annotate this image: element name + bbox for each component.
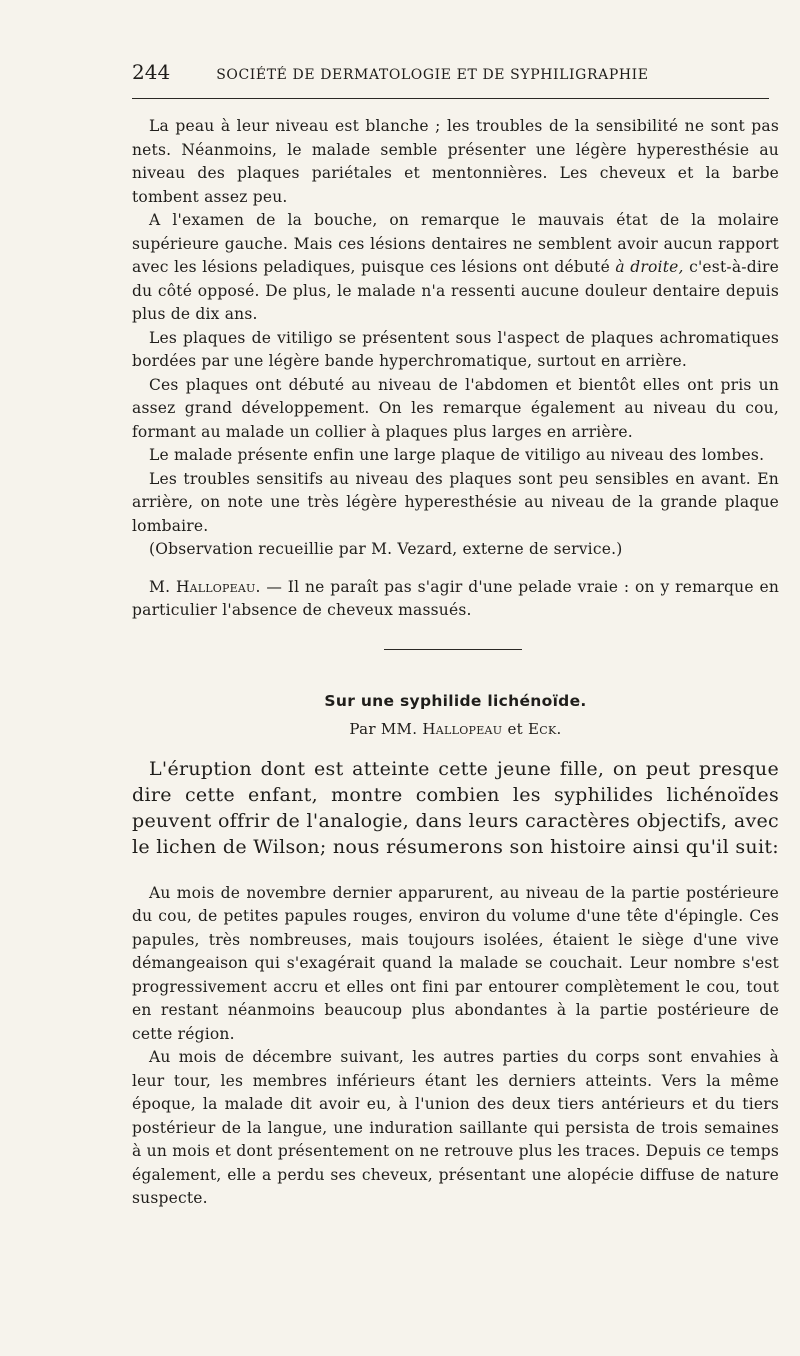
paragraph: La peau à leur niveau est blanche ; les troubles de la sensibilité ne sont pas nets. Néanmoins, le malade semble présenter une légère hyperesthésie au niveau des plaques pariétales et mentonnières. Les cheveux et la barbe tombent assez peu. bbox=[132, 117, 779, 206]
remark-text: — Il ne paraît pas s'agir d'une pelade vraie : on y remarque en particulier l'absence de cheveux massués. bbox=[132, 577, 780, 619]
remark-prefix: M. bbox=[149, 577, 171, 596]
authors-prefix: Par MM. bbox=[349, 719, 418, 738]
article-authors bbox=[132, 720, 779, 738]
paragraph-text: c'est-à-dire du côté opposé. De plus, le malade n'a ressenti aucune douleur dentaire depuis plus de dix ans. bbox=[132, 258, 779, 323]
section-divider bbox=[384, 649, 522, 650]
paragraph bbox=[132, 209, 779, 327]
paragraph: Le malade présente enfin une large plaque de vitiligo au niveau des lombes. bbox=[149, 446, 765, 464]
paragraph: Au mois de novembre dernier apparurent, au niveau de la partie postérieure du cou, de petites papules rouges, environ du volume d'une tête d'épingle. Ces papules, très nombreuses, mais toujours isolées, étaient le siège d'une vive démangeaison qui s'exagérait quand la malade se couchait. Leur nombre s'est progressivement accru et elles ont fini par entourer complètement le cou, tout en restant néanmoins beaucoup plus abondantes à la partie postérieure de cette région. bbox=[132, 883, 779, 1043]
observation-text bbox=[132, 115, 779, 562]
page-number: 244 bbox=[132, 60, 171, 84]
paragraph: (Observation recueillie par M. Vezard, externe de service.) bbox=[149, 540, 623, 558]
case-text bbox=[132, 882, 779, 1211]
document-page bbox=[132, 60, 779, 1211]
paragraph: Au mois de décembre suivant, les autres parties du corps sont envahies à leur tour, les membres inférieurs étant les derniers atteints. Vers la même époque, la malade dit avoir eu, à l'union des deux tiers antérieurs et du tiers postérieur de la langue, une induration saillante qui persista de trois semaines à un mois et dont présentement on ne retrouve plus les traces. Depuis ce temps également, elle a perdu ses cheveux, présentant une alopécie diffuse de nature suspecte. bbox=[132, 1048, 779, 1207]
author-name: Hallopeau bbox=[422, 719, 503, 738]
running-title: SOCIÉTÉ DE DERMATOLOGIE ET DE SYPHILIGRAPHIE bbox=[216, 67, 649, 83]
paragraph: Ces plaques ont débuté au niveau de l'abdomen et bientôt elles ont pris un assez grand développement. On les remarque également au niveau du cou, formant au malade un collier à plaques plus larges en arrière. bbox=[132, 375, 779, 441]
page-header bbox=[132, 60, 769, 99]
paragraph-text: A l'examen de la bouche, on remarque le mauvais état de la molaire supérieure gauche. Mais ces lésions dentaires ne semblent avoir aucun rapport avec les lésions peladiques, puisque ces lésions ont débuté bbox=[132, 211, 779, 276]
article-lead: L'éruption dont est atteinte cette jeune fille, on peut presque dire cette enfant, montre combien les syphilides lichénoïdes peuvent offrir de l'analogie, dans leurs caractères objectifs, avec le lichen de Wilson; nous résumerons son histoire ainsi qu'il suit: bbox=[132, 757, 779, 858]
remark-speaker: Hallopeau. bbox=[175, 577, 261, 596]
author-name: Eck. bbox=[528, 719, 562, 738]
authors-join: et bbox=[507, 719, 523, 738]
paragraph: Les plaques de vitiligo se présentent sous l'aspect de plaques achromatiques bordées par une légère bande hyperchromatique, surtout en arrière. bbox=[132, 328, 779, 370]
italic-phrase: à droite, bbox=[615, 258, 684, 276]
article-title: Sur une syphilide lichénoïde. bbox=[324, 691, 587, 710]
remark-paragraph bbox=[132, 576, 779, 623]
paragraph: Les troubles sensitifs au niveau des plaques sont peu sensibles en avant. En arrière, on note une très légère hyperesthésie au niveau de la grande plaque lombaire. bbox=[132, 469, 779, 535]
